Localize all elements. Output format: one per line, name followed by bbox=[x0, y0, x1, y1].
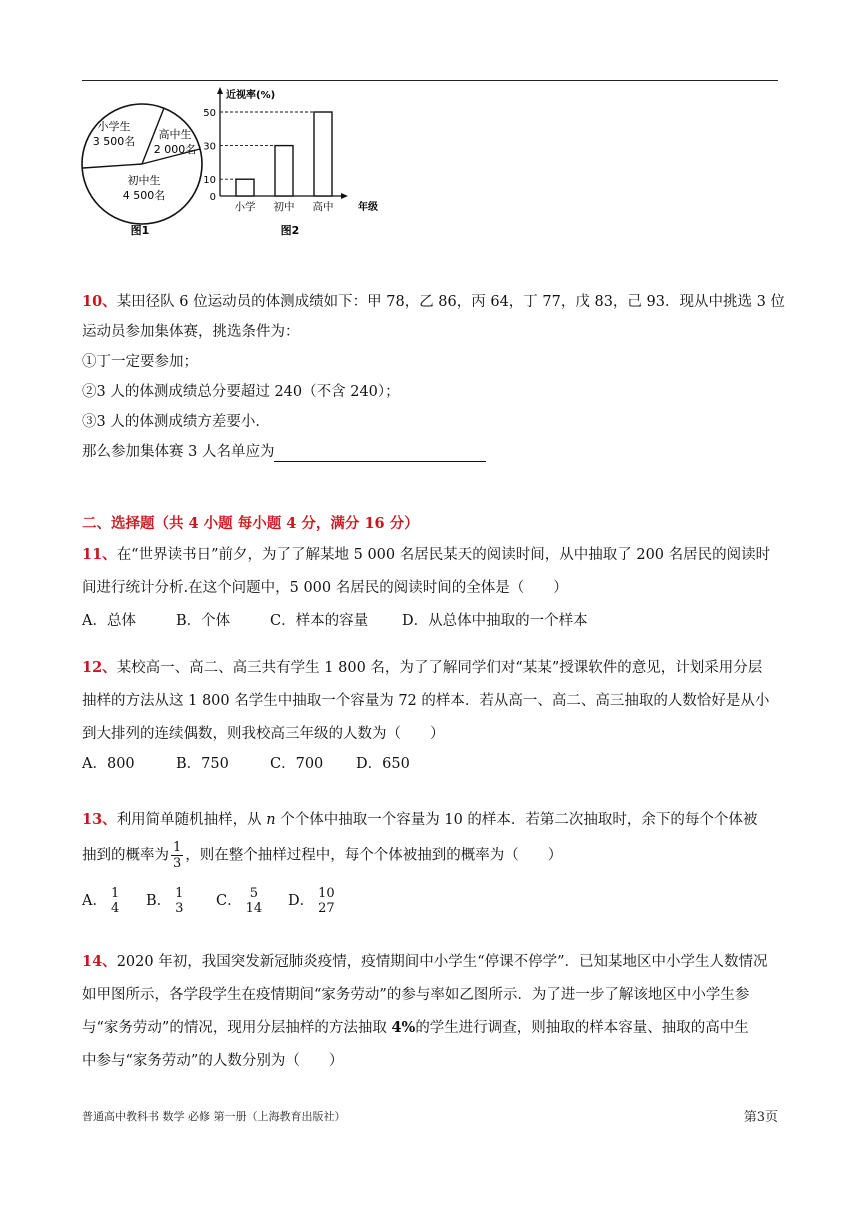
x-tick-label: 初中 bbox=[273, 201, 295, 213]
q14-percent: 4% bbox=[391, 1019, 416, 1036]
footer-book-title: 普通高中教科书 数学 必修 第一册（上海教育出版社） bbox=[82, 1110, 346, 1123]
q11-text1: 在“世界读书日”前夕，为了了解某地 5 000 名居民某天的阅读时间，从中抽取了 200 名居民的阅读时 bbox=[116, 547, 771, 563]
q13-option-b-fraction bbox=[173, 886, 185, 916]
q14-text3c: 的学生进行调查，则抽取的样本容量、抽取的高中生 bbox=[415, 1020, 749, 1036]
pie-value-primary: 3 500名 bbox=[92, 135, 136, 148]
q10-cond1: ①丁一定要参加； bbox=[82, 354, 198, 370]
q12-line3: 到大排列的连续偶数，则我校高三年级的人数为（ ） bbox=[82, 726, 445, 742]
q11-number: 11、 bbox=[82, 546, 117, 563]
q14-line4: 中参与“家务劳动”的人数分别为（ ） bbox=[82, 1053, 344, 1069]
page-number: 第3页 bbox=[743, 1110, 778, 1125]
bar-caption: 图2 bbox=[280, 224, 300, 237]
bar-chart bbox=[203, 87, 378, 237]
y-tick-label: 10 bbox=[203, 175, 216, 187]
q14-text3a: 与“家务劳动”的情况，现用分层抽样的方法抽取 bbox=[82, 1020, 392, 1036]
q12-option-c[interactable]: C．700 bbox=[270, 756, 324, 772]
q13-option-a-label: A． bbox=[82, 893, 107, 909]
q13-option-d-label: D． bbox=[288, 893, 315, 909]
q14-line3 bbox=[82, 1018, 749, 1038]
q12-line1 bbox=[82, 658, 762, 678]
frac-denominator: 4 bbox=[110, 901, 120, 916]
q10-cond3: ③3 人的体测成绩方差要小． bbox=[82, 414, 270, 430]
q11-line2: 间进行统计分析.在这个问题中，5 000 名居民的阅读时间的全体是（ ） bbox=[82, 580, 568, 596]
q13-option-c-label: C． bbox=[216, 893, 242, 909]
q13-option-c-fraction bbox=[244, 886, 265, 916]
q12-option-b[interactable]: B．750 bbox=[176, 756, 229, 772]
frac-numerator: 10 bbox=[318, 886, 335, 901]
q14-line1 bbox=[82, 952, 768, 972]
q13-frac-numerator: 1 bbox=[173, 840, 182, 855]
q13-text2a: 抽到的概率为 bbox=[82, 847, 169, 864]
q13-line1 bbox=[82, 810, 757, 830]
q14-number: 14、 bbox=[82, 953, 117, 970]
q12-options bbox=[82, 754, 410, 774]
q13-line2 bbox=[82, 840, 562, 871]
q10-line1 bbox=[82, 292, 785, 312]
q13-options bbox=[82, 884, 339, 918]
x-tick-label: 高中 bbox=[312, 201, 334, 213]
q12-text1: 某校高一、高二、高三共有学生 1 800 名，为了了解同学们对“某某”授课软件的意见，计划采用分层 bbox=[116, 660, 763, 676]
q11-option-c[interactable]: C．样本的容量 bbox=[270, 613, 369, 629]
q13-option-a-fraction bbox=[109, 886, 121, 916]
y-axis-arrow bbox=[217, 87, 223, 94]
q13-text2b: ，则在整个抽样过程中，每个个体被抽到的概率为（ ） bbox=[185, 847, 563, 864]
q13-fraction bbox=[171, 840, 183, 871]
q11-option-b[interactable]: B．个体 bbox=[176, 613, 231, 629]
q10-cond2: ②3 人的体测成绩总分要超过 240（不含 240）； bbox=[82, 384, 400, 400]
q11-options bbox=[82, 611, 588, 631]
pie-divider bbox=[83, 164, 142, 168]
q11-line1 bbox=[82, 545, 770, 565]
q13-frac-denominator: 3 bbox=[173, 856, 182, 871]
pie-label-senior: 高中生 bbox=[158, 128, 192, 141]
q10-ask-text: 那么参加集体赛 3 人名单应为 bbox=[82, 444, 275, 460]
y-tick-label: 30 bbox=[203, 141, 216, 153]
q10-line2: 运动员参加集体赛，挑选条件为： bbox=[82, 324, 300, 340]
q13-number: 13、 bbox=[82, 811, 117, 828]
pie-caption: 图1 bbox=[130, 224, 150, 237]
q11-option-d[interactable]: D．从总体中抽取的一个样本 bbox=[402, 613, 588, 629]
pie-label-junior: 初中生 bbox=[127, 174, 161, 187]
q13-option-d[interactable] bbox=[288, 884, 339, 918]
q10-text1: 某田径队 6 位运动员的体测成绩如下：甲 78，乙 86，丙 64，丁 77，戊 83，己 93．现从中挑选 3 位 bbox=[116, 294, 785, 310]
q14-line2: 如甲图所示，各学段学生在疫情期间“家务劳动”的参与率如乙图所示．为了进一步了解该地区中小学生参 bbox=[82, 987, 750, 1003]
q13-option-d-fraction bbox=[316, 886, 337, 916]
frac-numerator: 5 bbox=[249, 886, 259, 901]
q13-variable-n: n bbox=[266, 812, 276, 828]
bar-高中 bbox=[314, 112, 332, 196]
q12-option-a[interactable]: A．800 bbox=[82, 756, 135, 772]
q11-option-a[interactable]: A．总体 bbox=[82, 613, 136, 629]
pie-label-primary: 小学生 bbox=[97, 120, 131, 133]
frac-numerator: 1 bbox=[175, 886, 184, 901]
q13-option-b-label: B． bbox=[146, 893, 172, 909]
frac-denominator: 3 bbox=[175, 901, 184, 916]
q13-option-a[interactable] bbox=[82, 884, 146, 918]
q14-text1: 2020 年初，我国突发新冠肺炎疫情，疫情期间中小学生“停课不停学”．已知某地区中小学生人数情况 bbox=[116, 954, 768, 970]
q10-number: 10、 bbox=[82, 293, 117, 310]
pie-chart bbox=[82, 104, 202, 237]
frac-denominator: 27 bbox=[318, 901, 335, 916]
pie-value-senior: 2 000名 bbox=[153, 143, 197, 156]
y-tick-label: 0 bbox=[209, 192, 216, 203]
bar-小学 bbox=[236, 179, 254, 196]
frac-numerator: 1 bbox=[110, 886, 120, 901]
q12-line2: 抽样的方法从这 1 800 名学生中抽取一个容量为 72 的样本．若从高一、高二、高三抽取的人数恰好是从小 bbox=[82, 693, 770, 709]
q12-number: 12、 bbox=[82, 659, 117, 676]
q13-text1a: 利用简单随机抽样，从 bbox=[116, 812, 267, 828]
x-tick-label: 小学 bbox=[234, 201, 256, 213]
frac-denominator: 14 bbox=[245, 901, 263, 916]
header-rule bbox=[82, 80, 778, 81]
x-axis-arrow bbox=[341, 193, 348, 199]
x-axis-label: 年级 bbox=[358, 202, 378, 213]
y-axis-label: 近视率(%) bbox=[226, 90, 276, 101]
q12-option-d[interactable]: D．650 bbox=[356, 756, 410, 772]
figure-area bbox=[76, 84, 396, 244]
q13-option-c[interactable] bbox=[216, 884, 288, 918]
q10-ask bbox=[82, 442, 486, 462]
bar-初中 bbox=[275, 146, 293, 196]
pie-value-junior: 4 500名 bbox=[122, 189, 166, 202]
section-title: 二、选择题（共 4 小题 每小题 4 分，满分 16 分） bbox=[82, 515, 419, 532]
answer-blank[interactable] bbox=[274, 445, 486, 462]
q13-text1b: 个个体中抽取一个容量为 10 的样本．若第二次抽取时，余下的每个个体被 bbox=[275, 812, 758, 828]
q13-option-b[interactable] bbox=[146, 884, 216, 918]
y-tick-label: 50 bbox=[203, 108, 216, 119]
